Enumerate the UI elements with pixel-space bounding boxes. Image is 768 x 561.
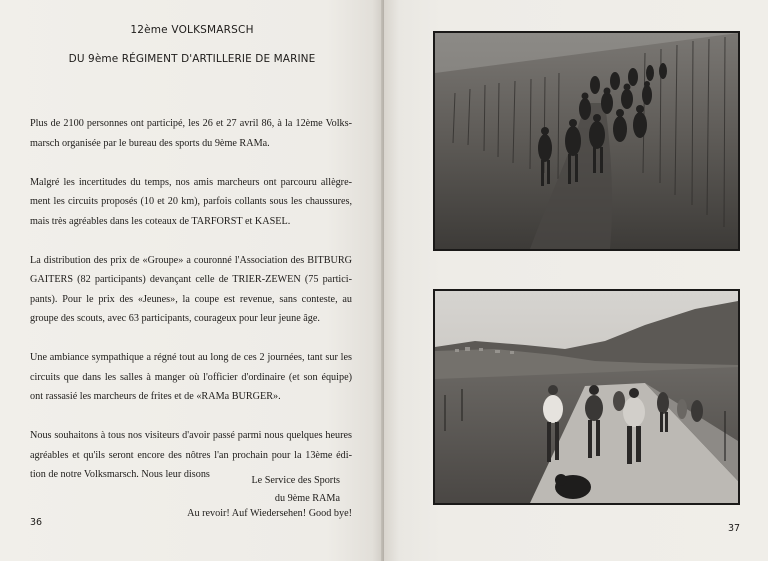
page-number-left: 36 bbox=[30, 517, 43, 528]
paragraph-weather: Malgré les incertitudes du temps, nos amis marcheurs ont parcouru allègre-ment les circuits proposés (10 et 20 km), parfois collants sous les chaussures, mais très agréables dans les coteaux de TARFORST et KASEL. bbox=[30, 176, 352, 227]
photo-soldiers-vineyard-image bbox=[435, 33, 738, 249]
paragraph-prizes: La distribution des prix de «Groupe» a couronné l'Association des BITBURG GAITERS (82 participants) devançant celle de TRIER-ZEWEN (75 partici-pants). Pour le prix des «Jeunes», la coupe est revenue, sans conteste, au groupe des scouts, avec 63 participants, courageux pour leur jeune âge. bbox=[30, 254, 352, 324]
photo-walkers-road-image bbox=[435, 291, 738, 503]
event-title: 12ème VOLKSMARSCH bbox=[130, 24, 254, 36]
page-number-right: 37 bbox=[728, 523, 741, 534]
regiment-title: DU 9ème RÉGIMENT D'ARTILLERIE DE MARINE bbox=[68, 53, 316, 65]
photo-walkers-road bbox=[433, 289, 740, 505]
paragraph-wishes: Nous souhaitons à tous nos visiteurs d'avoir passé parmi nous quelques heures agréables et qu'ils seront encore des nôtres l'an prochain pour la 13ème édi-tion de notre Volksmarsch. Nous leur disons bbox=[30, 430, 352, 480]
paragraph-participation: Plus de 2100 personnes ont participé, les 26 et 27 avril 86, à la 12ème Volks-marsch organisée par le bureau des sports du 9ème RAMa. bbox=[30, 118, 352, 149]
paragraph-ambiance: Une ambiance sympathique a régné tout au long de ces 2 journées, tant sur les circuits que dans les salles à manger où l'officier d'ordinaire (et son équipe) ont rassasié les marcheurs de frites et de «RAMa BURGER». bbox=[30, 352, 352, 402]
farewell-line: Au revoir! Auf Wiedersehen! Good bye! bbox=[187, 508, 352, 519]
article-body bbox=[30, 114, 352, 524]
signature-line-1: Le Service des Sports bbox=[251, 475, 340, 486]
signature-line-2: du 9ème RAMa bbox=[274, 493, 340, 504]
photo-soldiers-vineyard bbox=[433, 31, 740, 251]
signature-block bbox=[251, 472, 340, 508]
